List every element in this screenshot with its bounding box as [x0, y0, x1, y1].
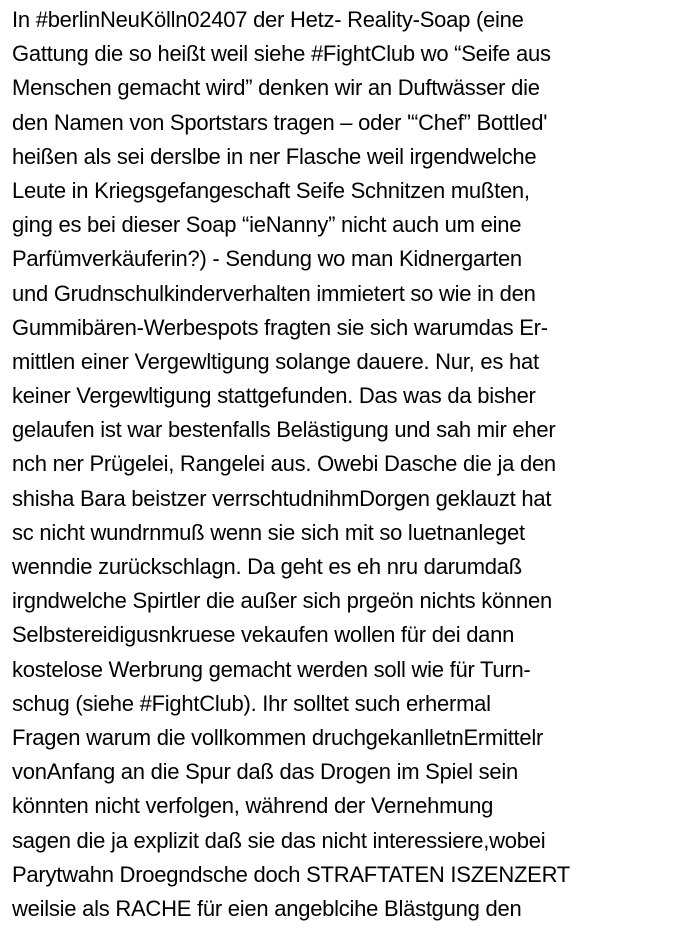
text-line: sc nicht wundrnmuß wenn sie sich mit so luetnanleget — [12, 519, 525, 545]
text-line: Gummibären-Werbespots fragten sie sich warumdas Er- — [12, 314, 548, 340]
text-line: Parfümverkäuferin?) - Sendung wo man Kidnergarten — [12, 246, 522, 272]
text-line: keiner Vergewltigung stattgefunden. Das was da bisher — [12, 383, 536, 409]
text-line: shisha Bara beistzer verrschtudnihmDorgen geklauzt hat — [12, 485, 552, 511]
text-line: kostelose Werbrung gemacht werden soll wie für Turn- — [12, 656, 531, 682]
text-line: den Namen von Sportstars tragen – oder '“Chef” Bottled' — [12, 109, 548, 135]
text-line: ging es bei dieser Soap “ieNanny” nicht auch um eine — [12, 212, 522, 238]
text-line: Selbstereidigusnkruese vekaufen wollen für dei dann — [12, 622, 515, 648]
text-line: heißen als sei derslbe in ner Flasche weil irgendwelche — [12, 143, 537, 169]
body-text — [12, 3, 676, 926]
text-line: Gattung die so heißt weil siehe #FightClub wo “Seife aus — [12, 41, 551, 67]
text-line: könnten nicht verfolgen, während der Vernehmung — [12, 793, 494, 819]
text-line: In #berlinNeuKölln02407 der Hetz- Reality-Soap (eine — [12, 7, 524, 32]
text-line: Menschen gemacht wird” denken wir an Duftwässer die — [12, 75, 540, 101]
text-line: weilsie als RACHE für eien angeblcihe Blästgung den — [12, 895, 522, 921]
text-line: irgndwelche Spirtler die außer sich prgeön nichts können — [12, 588, 552, 614]
text-line: sagen die ja explizit daß sie das nicht interessiere,wobei — [12, 827, 546, 853]
text-line: mittlen einer Vergewltigung solange dauere. Nur, es hat — [12, 348, 539, 374]
text-line: und Grudnschulkinderverhalten immietert so wie in den — [12, 280, 536, 306]
text-line: schug (siehe #FightClub). Ihr solltet such erhermal — [12, 690, 491, 716]
text-line: Parytwahn Droegndsche doch STRAFTATEN ISZENZERT — [12, 861, 570, 887]
text-line: Leute in Kriegsgefangeschaft Seife Schnitzen mußten, — [12, 177, 530, 203]
text-line: vonAnfang an die Spur daß das Drogen im Spiel sein — [12, 759, 519, 785]
text-line: gelaufen ist war bestenfalls Belästigung und sah mir eher — [12, 417, 556, 443]
text-line: nch ner Prügelei, Rangelei aus. Owebi Dasche die ja den — [12, 451, 556, 477]
text-line: wenndie zurückschlagn. Da geht es eh nru darumdaß — [12, 554, 522, 579]
text-line: Fragen warum die vollkommen druchgekanlletnErmittelr — [12, 724, 544, 750]
